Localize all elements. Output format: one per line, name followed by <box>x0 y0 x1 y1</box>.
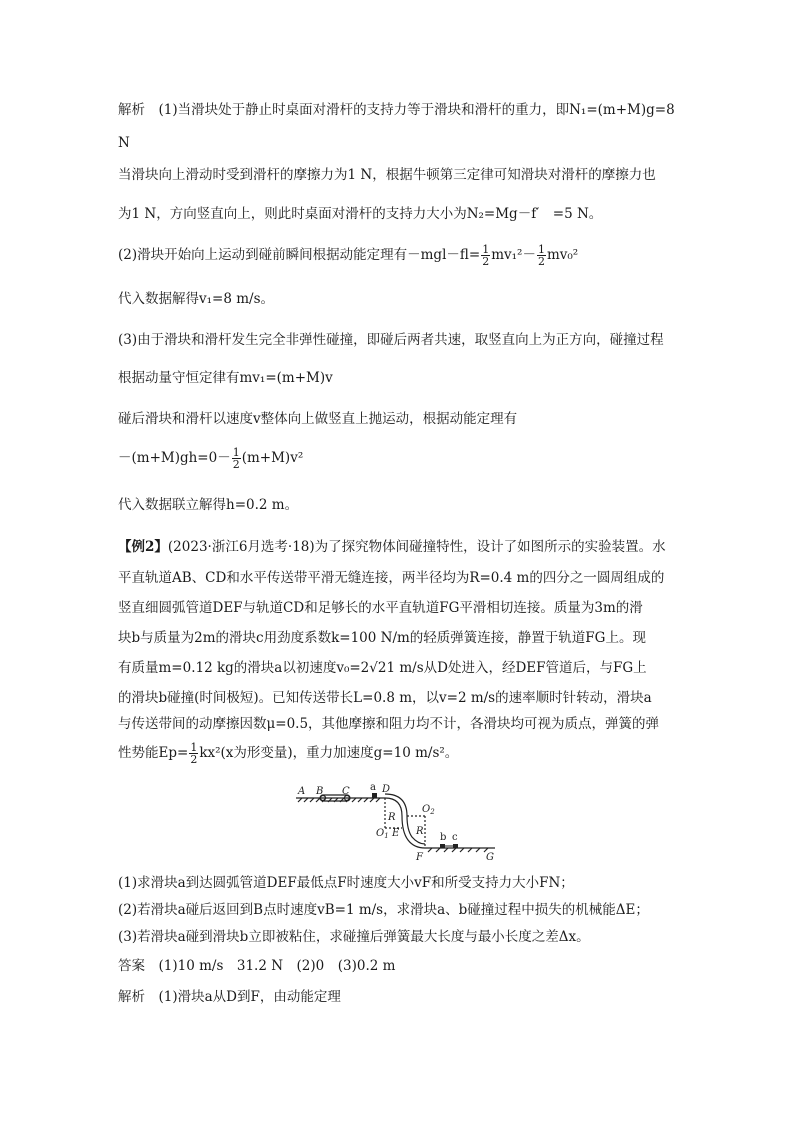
numerator: 1 <box>190 741 198 754</box>
solution-line: 代入数据解得v₁=8 m/s。 <box>118 291 275 307</box>
label-R2: R <box>416 826 424 837</box>
label-G: G <box>486 852 494 862</box>
solution-line: 解析 (1)当滑块处于静止时桌面对滑杆的支持力等于滑块和滑杆的重力，即N₁=(m+M)g=8 <box>118 102 675 118</box>
solution-line: 根据动量守恒定律有mv₁=(m+M)v <box>118 370 333 386</box>
example-line <box>118 538 666 556</box>
solution-line: 为1 N，方向竖直向上，则此时桌面对滑杆的支持力大小为N₂=Mg－f′ =5 N。 <box>118 206 603 222</box>
label-O2: $O_2$ <box>422 804 435 816</box>
example-line: 的滑块b碰撞(时间极短)。已知传送带长L=0.8 m，以v=2 m/s的速率顺时针转动，滑块a <box>118 690 652 706</box>
label-F: F <box>416 852 423 862</box>
label-B: B <box>316 786 324 797</box>
label-R1: R <box>388 812 396 823</box>
numerator: 1 <box>537 243 545 256</box>
text: (2023·浙江6月选考·18)为了探究物体间碰撞特性，设计了如图所示的实验装置。水 <box>167 539 666 555</box>
text: mv₁²－ <box>491 247 536 263</box>
text: kx²(x为形变量)，重力加速度g=10 m/s²。 <box>199 745 459 761</box>
example-line: 与传送带间的动摩擦因数μ=0.5，其他摩擦和阻力均不计，各滑块均可视为质点，弹簧的弹 <box>118 716 660 732</box>
block-a <box>372 793 377 798</box>
label-E: E <box>392 828 400 839</box>
text: －(m+M)gh=0－ <box>118 450 231 466</box>
label-c: c <box>452 832 458 843</box>
example-line: 块b与质量为2m的滑块c用劲度系数k=100 N/m的轻质弹簧连接，静置于轨道FG上。现 <box>118 630 646 646</box>
block-b <box>440 844 445 848</box>
solution-line: 当滑块向上滑动时受到滑杆的摩擦力为1 N，根据牛顿第三定律可知滑块对滑杆的摩擦力也 <box>118 167 656 183</box>
label-C: C <box>342 786 350 797</box>
solution-line: (3)由于滑块和滑杆发生完全非弹性碰撞，即碰后两者共速，取竖直向上为正方向，碰撞过程 <box>118 332 664 348</box>
fraction-half <box>481 244 490 267</box>
question-2: (2)若滑块a碰后返回到B点时速度vB=1 m/s，求滑块a、b碰撞过程中损失的机械能ΔE； <box>118 902 649 918</box>
numerator: 1 <box>482 243 490 256</box>
example-line: 平直轨道AB、CD和水平传送带平滑无缝连接，两半径均为R=0.4 m的四分之一圆周组成的 <box>118 570 665 586</box>
text: (2)滑块开始向上运动到碰前瞬间根据动能定理有－mgl－fl= <box>118 247 481 263</box>
denominator: 2 <box>190 753 198 766</box>
apparatus-figure <box>290 782 505 862</box>
fraction-half <box>189 742 198 765</box>
denominator: 2 <box>537 255 545 268</box>
text: 性势能Ep= <box>118 745 189 761</box>
text: (m+M)v² <box>241 450 304 466</box>
denominator: 2 <box>482 255 490 268</box>
numerator: 1 <box>232 446 240 459</box>
example-line: 有质量m=0.12 kg的滑块a以初速度v₀=2√21 m/s从D处进入，经DEF管道后，与FG上 <box>118 660 647 676</box>
label-b: b <box>440 832 447 843</box>
example-line: 竖直细圆弧管道DEF与轨道CD和足够长的水平直轨道FG平滑相切连接。质量为3m的滑 <box>118 600 643 616</box>
label-D: D <box>382 784 391 795</box>
example-line-energy <box>118 742 458 765</box>
label-a: a <box>370 782 376 793</box>
question-3: (3)若滑块a碰到滑块b立即被粘住，求碰撞后弹簧最大长度与最小长度之差Δx。 <box>118 929 590 945</box>
answer-line: 答案 (1)10 m/s 31.2 N (2)0 (3)0.2 m <box>118 958 396 974</box>
fraction-half <box>232 447 241 470</box>
example-label: 【例2】 <box>118 539 168 555</box>
fraction-half <box>537 244 546 267</box>
solution-line: N <box>118 135 130 151</box>
solution-line-energy <box>118 447 303 470</box>
solution-line-energy <box>118 244 578 267</box>
solution-line: 碰后滑块和滑杆以速度v整体向上做竖直上抛运动，根据动能定理有 <box>118 411 518 427</box>
label-O1: $O_1$ <box>376 828 389 840</box>
analysis-line: 解析 (1)滑块a从D到F，由动能定理 <box>118 989 341 1005</box>
solution-line: 代入数据联立解得h=0.2 m。 <box>118 497 299 513</box>
question-1: (1)求滑块a到达圆弧管道DEF最低点F时速度大小vF和所受支持力大小FN； <box>118 875 574 891</box>
text: mv₀² <box>546 247 579 263</box>
label-A: A <box>298 786 306 797</box>
block-c <box>453 844 458 848</box>
denominator: 2 <box>232 458 240 471</box>
